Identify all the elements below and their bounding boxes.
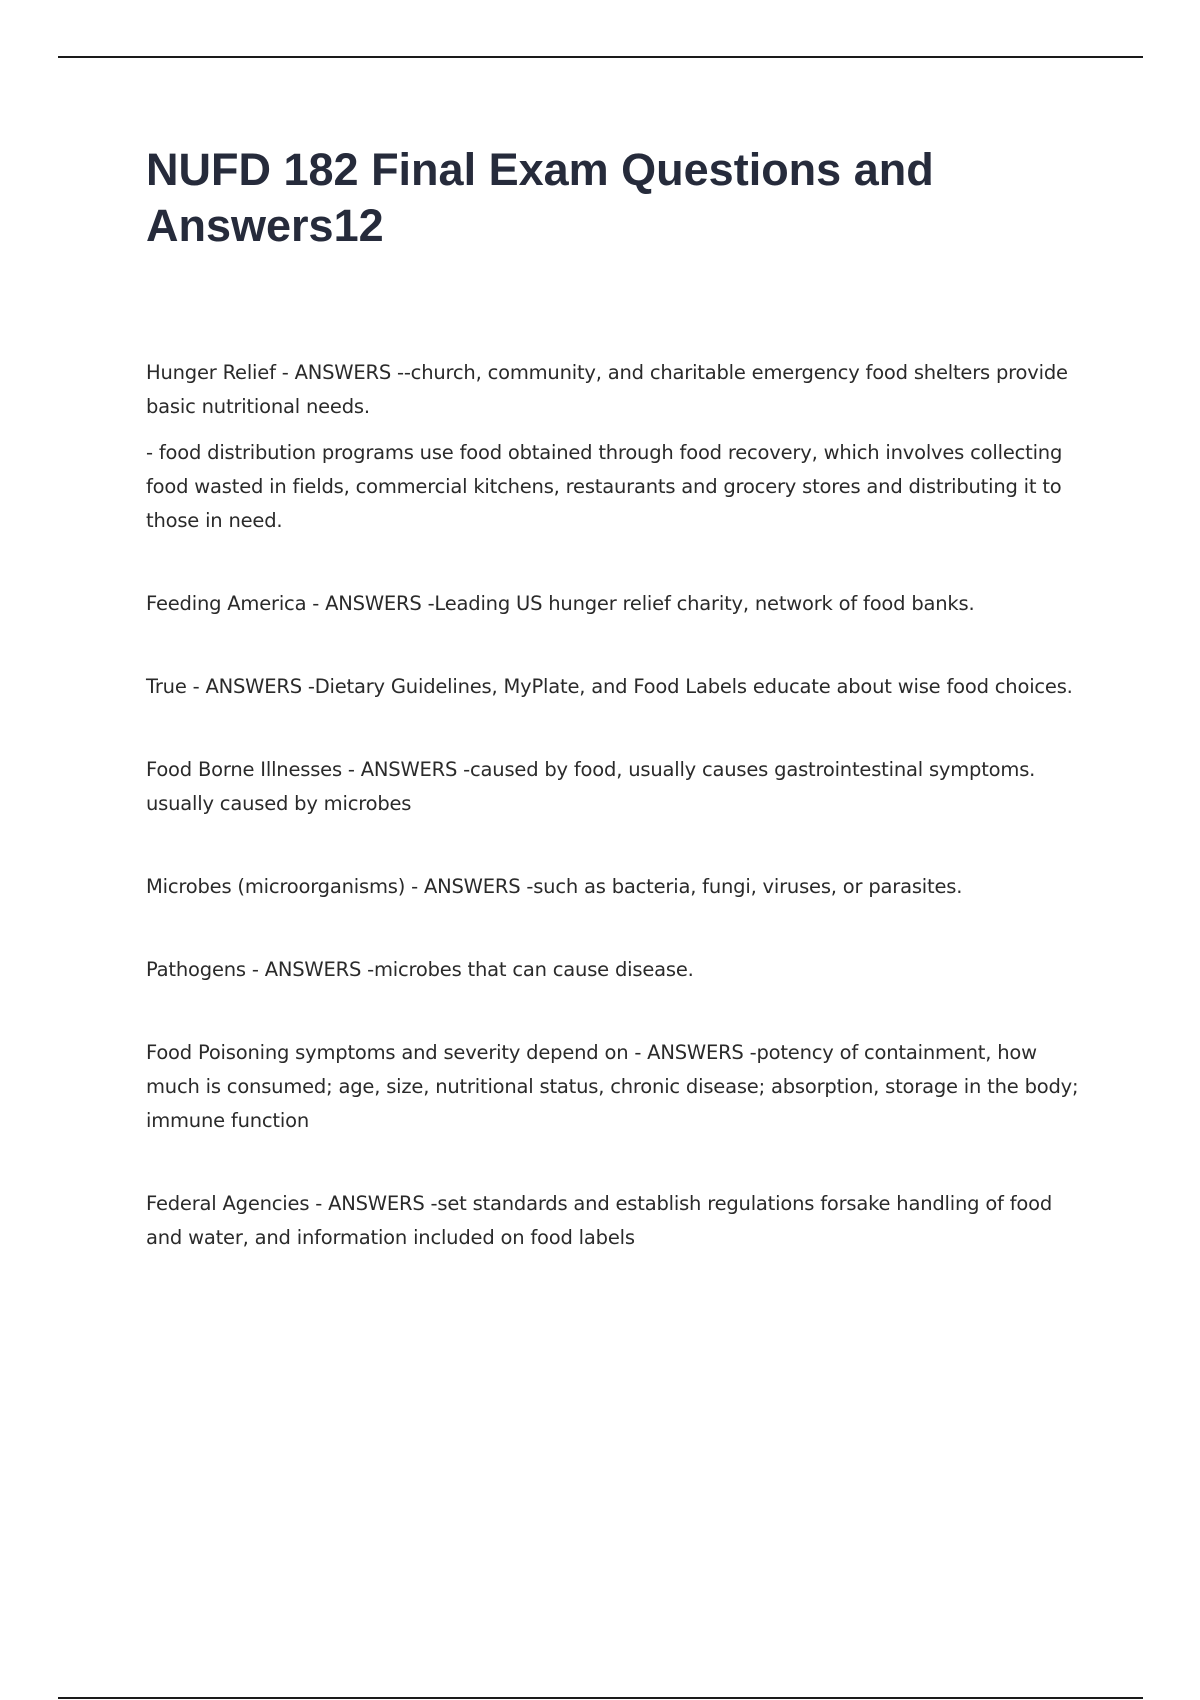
- qa-paragraph: Food Poisoning symptoms and severity depend on - ANSWERS -potency of containment, how much is consumed; age, size, nutritional status, chronic disease; absorption, storage in the body; immune function: [146, 1041, 1079, 1132]
- qa-entry-food-poisoning: [146, 1036, 1086, 1138]
- bottom-divider: [58, 1697, 1143, 1699]
- qa-paragraph: Pathogens - ANSWERS -microbes that can cause disease.: [146, 958, 694, 981]
- qa-paragraph: Feeding America - ANSWERS -Leading US hunger relief charity, network of food banks.: [146, 592, 975, 615]
- top-divider: [58, 56, 1143, 58]
- qa-entry-hunger-relief: [146, 356, 1086, 538]
- document-title: NUFD 182 Final Exam Questions and Answers12: [146, 144, 934, 251]
- qa-paragraph: Hunger Relief - ANSWERS --church, community, and charitable emergency food shelters provide basic nutritional needs.: [146, 361, 1068, 418]
- qa-paragraph: Microbes (microorganisms) - ANSWERS -such as bacteria, fungi, viruses, or parasites.: [146, 875, 963, 898]
- qa-entry-true: [146, 670, 1086, 704]
- qa-entry-pathogens: [146, 953, 1086, 987]
- qa-paragraph: - food distribution programs use food obtained through food recovery, which involves collecting food wasted in fields, commercial kitchens, restaurants and grocery stores and distributing it to those in need.: [146, 441, 1063, 532]
- qa-paragraph: True - ANSWERS -Dietary Guidelines, MyPlate, and Food Labels educate about wise food choices.: [146, 675, 1073, 698]
- qa-list: [146, 356, 1086, 1255]
- qa-paragraph: Federal Agencies - ANSWERS -set standards and establish regulations forsake handling of food and water, and information included on food labels: [146, 1192, 1053, 1249]
- qa-entry-food-borne-illnesses: [146, 753, 1086, 821]
- qa-entry-federal-agencies: [146, 1187, 1086, 1255]
- qa-paragraph: Food Borne Illnesses - ANSWERS -caused by food, usually causes gastrointestinal symptoms. usually caused by microbes: [146, 758, 1036, 815]
- qa-entry-microbes: [146, 870, 1086, 904]
- document-body: [146, 142, 1086, 1304]
- qa-entry-feeding-america: [146, 587, 1086, 621]
